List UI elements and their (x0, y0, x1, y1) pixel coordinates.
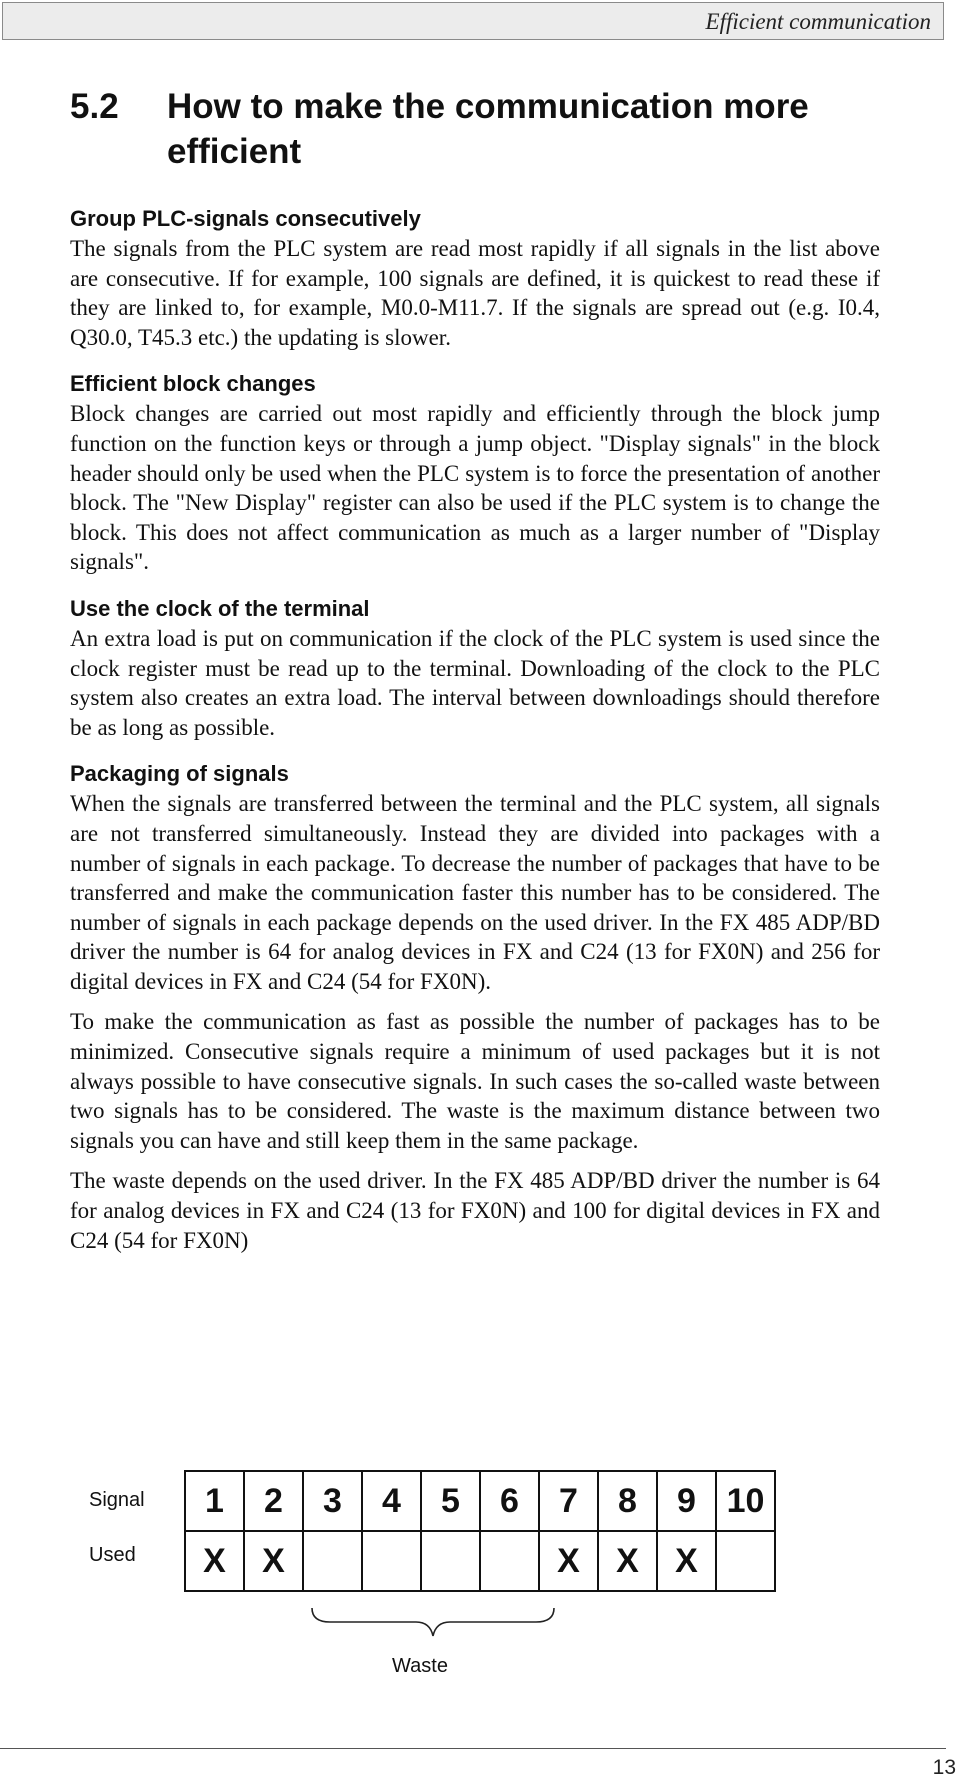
signal-cell: 8 (598, 1471, 657, 1531)
subsection-terminal-clock (70, 594, 880, 742)
signal-table (184, 1470, 776, 1592)
signal-cell: 3 (303, 1471, 362, 1531)
used-cell: X (657, 1531, 716, 1591)
used-cell: X (539, 1531, 598, 1591)
subsection-group-signals (70, 204, 880, 352)
used-cell (362, 1531, 421, 1591)
signal-cell: 9 (657, 1471, 716, 1531)
signal-cell: 1 (185, 1471, 244, 1531)
page-content (70, 84, 880, 1255)
waste-brace-icon (308, 1606, 558, 1656)
subsection-heading: Packaging of signals (70, 761, 289, 787)
signal-cell: 5 (421, 1471, 480, 1531)
used-cell (716, 1531, 775, 1591)
signal-cell: 4 (362, 1471, 421, 1531)
used-cell: X (185, 1531, 244, 1591)
used-cell (303, 1531, 362, 1591)
subsection-packaging (70, 759, 880, 1255)
subsection-heading: Use the clock of the terminal (70, 595, 370, 621)
section-heading (70, 84, 880, 174)
subsection-heading: Group PLC-signals consecutively (70, 206, 421, 231)
paragraph: To make the communication as fast as possible the number of packages has to be minimized. Consecutive signals require a minimum of used packages but it is not always possible to have consecutive signals. In such cases the so-called waste between two signals has to be considered. The waste is the maximum distance between two signals you can have and still keep them in the same package. (70, 1009, 880, 1153)
waste-diagram (0, 1460, 960, 1680)
waste-label: Waste (392, 1655, 448, 1677)
used-cell: X (244, 1531, 303, 1591)
used-row (185, 1531, 775, 1591)
paragraph: When the signals are transferred between the terminal and the PLC system, all signals are not transferred simultaneously. Instead they are divided into packages with a number of signals in each package. To decrease the number of packages that have to be transferred and make the communication faster this number has to be considered. The number of signals in each package depends on the used driver. In the FX 485 ADP/BD driver the number is 64 for analog devices in FX and C24 (13 for FX0N) and 256 for digital devices in FX and C24 (54 for FX0N). (70, 791, 880, 994)
used-cell: X (598, 1531, 657, 1591)
signal-cell: 6 (480, 1471, 539, 1531)
section-title: How to make the communication more efficient (167, 87, 809, 171)
used-cell (480, 1531, 539, 1591)
paragraph: The signals from the PLC system are read most rapidly if all signals in the list above are consecutive. If for example, 100 signals are defined, it is quickest to read these if they are linked to, for example, M0.0-M11.7. If the signals are spread out (e.g. I0.4, Q30.0, T45.3 etc.) the updating is slower. (70, 236, 880, 350)
running-title: Efficient communication (705, 9, 931, 34)
signal-row-label: Signal (89, 1489, 145, 1511)
signal-row (185, 1471, 775, 1531)
paragraph: Block changes are carried out most rapidly and efficiently through the block jump function on the function keys or through a jump object. "Display signals" in the block header should only be used when the PLC system is to force the presentation of another block. The "New Display" register can also be used if the PLC system is to change the block. This does not affect communication as much as a larger number of "Display signals". (70, 401, 880, 575)
signal-cell: 10 (716, 1471, 775, 1531)
signal-cell: 7 (539, 1471, 598, 1531)
used-cell (421, 1531, 480, 1591)
paragraph: The waste depends on the used driver. In the FX 485 ADP/BD driver the number is 64 for analog devices in FX and C24 (13 for FX0N) and 100 for digital devices in FX and C24 (54 for FX0N) (70, 1168, 880, 1253)
page-number: 13 (932, 1756, 956, 1779)
subsection-block-changes (70, 369, 880, 577)
used-row-label: Used (89, 1544, 136, 1566)
signal-cell: 2 (244, 1471, 303, 1531)
footer-divider (0, 1748, 946, 1749)
running-header (2, 2, 944, 40)
subsection-heading: Efficient block changes (70, 371, 316, 397)
paragraph: An extra load is put on communication if the clock of the PLC system is used since the clock register must be read up to the terminal. Downloading of the clock to the PLC system also creates an extra load. The interval between downloadings should therefore be as long as possible. (70, 625, 880, 740)
section-number: 5.2 (70, 87, 119, 126)
